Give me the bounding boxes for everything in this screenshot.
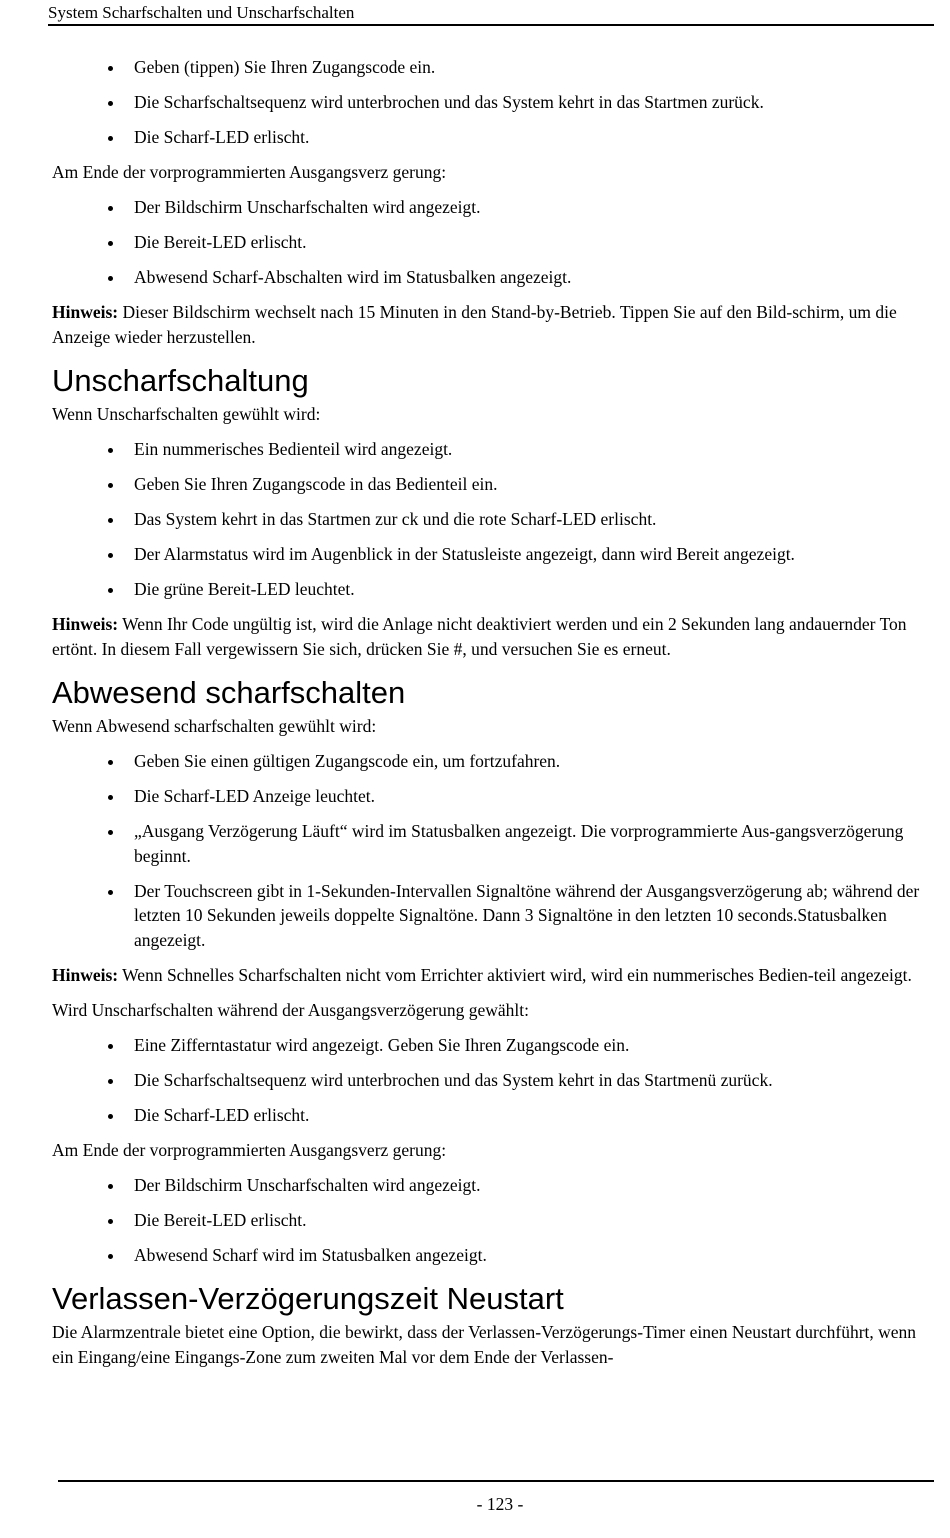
section-heading: Abwesend scharfschalten <box>52 675 406 710</box>
list-item: Geben Sie Ihren Zugangscode in das Bedienteil ein. <box>52 472 936 497</box>
list-item: Ein nummerisches Bedienteil wird angezeigt. <box>52 437 936 462</box>
list-item: Der Touchscreen gibt in 1-Sekunden-Intervallen Signaltöne während der Ausgangsverzögerung ab; während der letzten 10 Sekunden jeweils doppelte Signaltöne. Dann 3 Signaltöne in den letzten 10 seconds.Statusbalken angezeigt. <box>52 879 936 953</box>
running-header: System Scharfschalten und Unscharfschalten <box>48 3 355 22</box>
paragraph: Am Ende der vorprogrammierten Ausgangsverz gerung: <box>52 1139 447 1160</box>
list-item: Die Scharf-LED erlischt. <box>52 125 936 150</box>
list-item: Die Scharfschaltsequenz wird unterbrochen und das System kehrt in das Startmen zurück. <box>52 90 936 115</box>
section-heading: Verlassen-Verzögerungszeit Neustart <box>52 1281 564 1316</box>
list-item: Das System kehrt in das Startmen zur ck und die rote Scharf-LED erlischt. <box>52 507 936 532</box>
list-item: Abwesend Scharf wird im Statusbalken angezeigt. <box>52 1243 936 1268</box>
bullet-list <box>52 1033 936 1128</box>
list-item: Der Alarmstatus wird im Augenblick in der Statusleiste angezeigt, dann wird Bereit angezeigt. <box>52 542 936 567</box>
list-item: Die Bereit-LED erlischt. <box>52 1208 936 1233</box>
list-item: Der Bildschirm Unscharfschalten wird angezeigt. <box>52 195 936 220</box>
header-rule <box>48 24 934 26</box>
note-paragraph <box>52 612 936 661</box>
note-paragraph <box>52 963 936 988</box>
note-label: Hinweis: <box>52 964 119 985</box>
bullet-list <box>52 749 936 952</box>
list-item: Die Scharf-LED Anzeige leuchtet. <box>52 784 936 809</box>
paragraph: Wenn Unscharfschalten gewühlt wird: <box>52 404 321 424</box>
note-text: Wenn Ihr Code ungültig ist, wird die Anlage nicht deaktiviert werden und ein 2 Sekunden lang andauernder Ton ertönt. In diesem Fall vergewissern Sie sich, drücken Sie #, und versuchen Sie es erneut. <box>52 614 907 659</box>
paragraph: Am Ende der vorprogrammierten Ausgangsverz gerung: <box>52 162 447 182</box>
paragraph: Wenn Abwesend scharfschalten gewühlt wird: <box>52 716 377 736</box>
list-item: Die Bereit-LED erlischt. <box>52 230 936 255</box>
bullet-list <box>52 195 936 290</box>
list-item: Der Bildschirm Unscharfschalten wird angezeigt. <box>52 1173 936 1198</box>
footer-rule <box>58 1480 934 1482</box>
paragraph: Wird Unscharfschalten während der Ausgangsverzögerung gewählt: <box>52 999 529 1020</box>
list-item: Geben (tippen) Sie Ihren Zugangscode ein. <box>52 55 936 80</box>
note-text: Wenn Schnelles Scharfschalten nicht vom Errichter aktiviert wird, wird ein nummerisches Bedien-teil angezeigt. <box>118 964 912 985</box>
list-item: Die Scharfschaltsequenz wird unterbrochen und das System kehrt in das Startmenü zurück. <box>52 1068 936 1093</box>
list-item: Eine Zifferntastatur wird angezeigt. Geben Sie Ihren Zugangscode ein. <box>52 1033 936 1058</box>
bullet-list <box>52 437 936 602</box>
page-number: - 123 - <box>476 1494 524 1514</box>
note-label: Hinweis: <box>52 614 119 634</box>
list-item: Abwesend Scharf-Abschalten wird im Statusbalken angezeigt. <box>52 265 936 290</box>
section-heading: Unscharfschaltung <box>52 363 309 398</box>
bullet-list <box>52 1173 936 1268</box>
note-paragraph <box>52 300 936 349</box>
list-item: „Ausgang Verzögerung Läuft“ wird im Statusbalken angezeigt. Die vorprogrammierte Aus-gangsverzögerung beginnt. <box>52 819 936 868</box>
list-item: Die grüne Bereit-LED leuchtet. <box>52 577 936 602</box>
bullet-list <box>52 55 936 150</box>
list-item: Geben Sie einen gültigen Zugangscode ein, um fortzufahren. <box>52 749 936 774</box>
list-item: Die Scharf-LED erlischt. <box>52 1103 936 1128</box>
page-content <box>52 55 936 1380</box>
note-text: Dieser Bildschirm wechselt nach 15 Minuten in den Stand-by-Betrieb. Tippen Sie auf den Bild-schirm, um die Anzeige wieder herzustellen. <box>52 302 897 347</box>
paragraph: Die Alarmzentrale bietet eine Option, die bewirkt, dass der Verlassen-Verzögerungs-Timer einen Neustart durchführt, wenn ein Eingang/eine Eingangs-Zone zum zweiten Mal vor dem Ende der Verlassen- <box>52 1322 917 1367</box>
note-label: Hinweis: <box>52 302 119 322</box>
